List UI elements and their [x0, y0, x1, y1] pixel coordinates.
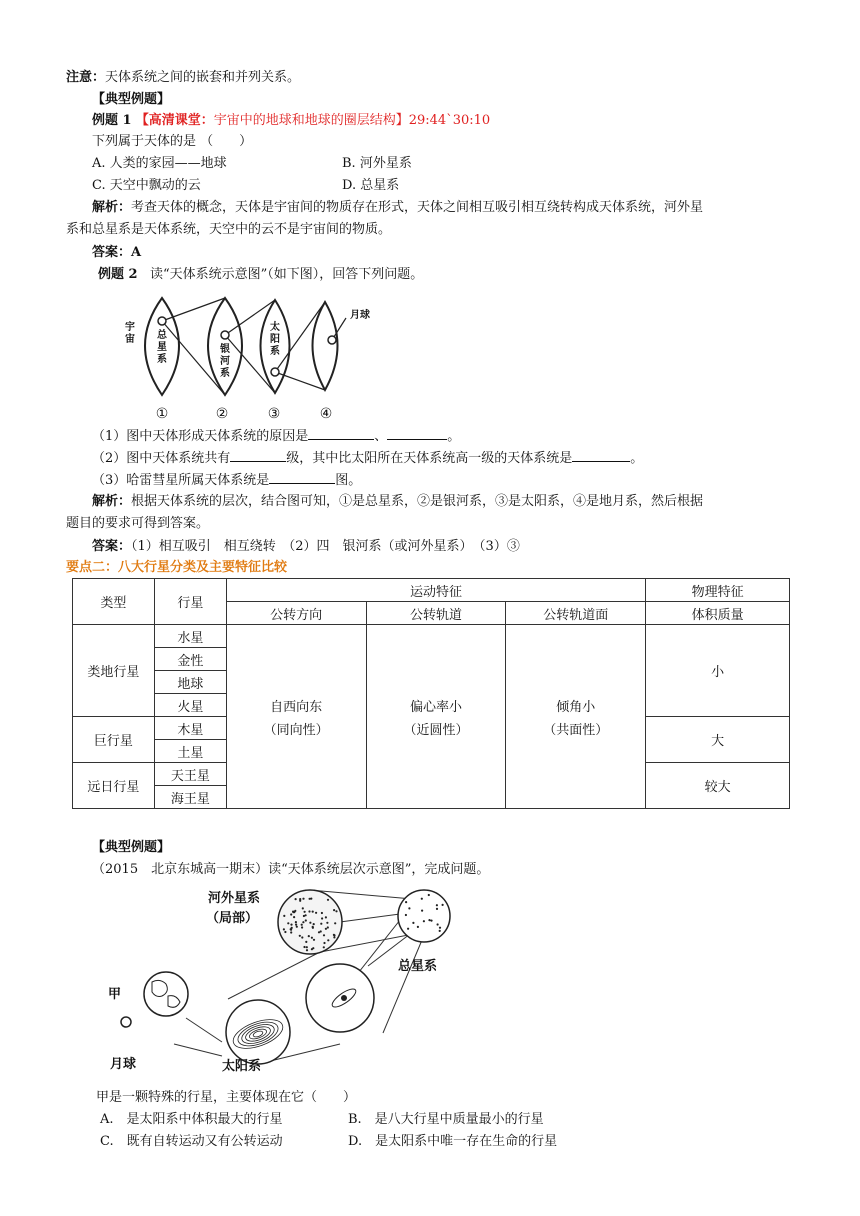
star-dot	[313, 923, 315, 925]
star-dot	[428, 894, 430, 896]
star-dot	[305, 919, 307, 921]
point2-heading: 要点二：八大行星分类及主要特征比较	[66, 560, 288, 575]
label-solar-system-2: 太阳系	[222, 1059, 262, 1074]
example1-analysis	[92, 198, 703, 218]
example2-q1	[92, 426, 460, 447]
star-dot	[306, 946, 308, 948]
example1-answer-label: 答案：	[92, 245, 132, 260]
th-physical: 物理特征	[646, 579, 790, 602]
example2-analysis	[92, 492, 703, 512]
star-dot	[283, 928, 285, 930]
star-dot	[303, 946, 305, 948]
example2-answer-label: 答案：	[92, 539, 132, 554]
star-dot	[315, 912, 317, 914]
q3-blank[interactable]	[269, 470, 335, 484]
example3-option-c: C. 既有自转运动又有公转运动	[100, 1134, 283, 1149]
label-universe: 宇宙	[125, 322, 135, 345]
planet-comparison-table	[72, 578, 790, 809]
star-dot	[325, 916, 327, 918]
planet-cell: 木星	[154, 717, 226, 740]
star-dot	[333, 934, 335, 936]
star-dot	[305, 941, 307, 943]
star-dot	[302, 907, 304, 909]
q3-text-a: （3）哈雷彗星所属天体系统是	[92, 473, 270, 488]
star-dot	[325, 928, 327, 930]
planet-cell: 天王星	[154, 763, 226, 786]
th-motion: 运动特征	[226, 579, 645, 602]
example1-source-title: 宇宙中的地球和地球的圈层结构】29:44`30:10	[213, 113, 491, 128]
diagram-number-1: ①	[155, 406, 169, 422]
star-dot	[407, 928, 409, 930]
direction-cell	[226, 625, 366, 809]
plane-cell	[506, 625, 646, 809]
star-dot	[283, 915, 285, 917]
section1-heading: 【典型例题】	[92, 92, 171, 107]
star-dot	[292, 911, 294, 913]
th-volume: 体积质量	[646, 602, 790, 625]
star-dot	[304, 911, 306, 913]
star-dot	[290, 924, 292, 926]
example1-answer-value: A	[131, 245, 142, 260]
star-dot	[335, 910, 337, 912]
type-giant: 巨行星	[73, 717, 155, 763]
milky-way-circle	[306, 964, 374, 1032]
star-dot	[327, 926, 329, 928]
star-dot	[334, 922, 336, 924]
node-2	[221, 331, 229, 339]
solar-system-circle	[226, 1000, 290, 1064]
planet-cell: 火星	[154, 694, 226, 717]
planet-cell: 土星	[154, 740, 226, 763]
star-dot	[321, 912, 323, 914]
moon-circle	[121, 1017, 131, 1027]
star-dot	[428, 919, 430, 921]
example2-q2	[92, 448, 643, 469]
q1-sep: 、	[374, 429, 388, 444]
example1-analysis-line1: 考查天体的概念，天体是宇宙间的物质存在形式，天体之间相互吸引相互绕转构成天体系统，河外星	[131, 200, 704, 215]
star-dot	[405, 901, 407, 903]
label-total-galaxy: 总星系	[157, 330, 167, 365]
q2-blank-2[interactable]	[572, 448, 630, 462]
star-dot	[290, 931, 292, 933]
star-dot	[295, 921, 297, 923]
node-4	[328, 336, 336, 344]
example1-question: 下列属于天体的是 （ ）	[92, 134, 253, 149]
section2-heading: 【典型例题】	[92, 840, 171, 855]
star-dot	[312, 926, 314, 928]
size-far: 较大	[646, 763, 790, 809]
star-dot	[291, 927, 293, 929]
label-milky-way: 银河系	[220, 344, 230, 379]
example1-option-d: D. 总星系	[342, 178, 400, 193]
example2-q3	[92, 470, 361, 491]
example1-analysis-line2: 系和总星系是天体系统，天空中的云不是宇宙间的物质。	[66, 222, 392, 237]
example2-label: 例题 2	[98, 267, 138, 282]
star-dot	[323, 946, 325, 948]
star-dot	[293, 916, 295, 918]
example2-analysis-label: 解析：	[92, 494, 132, 509]
table-row	[73, 625, 790, 648]
th-planet: 行星	[154, 579, 226, 625]
q1-blank-2[interactable]	[387, 426, 447, 440]
direction-note: （同向性）	[263, 722, 329, 738]
node-3	[271, 368, 279, 376]
star-dot	[301, 926, 303, 928]
star-dot	[333, 936, 335, 938]
q2-blank-1[interactable]	[230, 448, 286, 462]
example3-question: 甲是一颗特殊的行星，主要体现在它（ ）	[96, 1090, 357, 1105]
example1-label: 例题 1	[92, 113, 132, 128]
table-header-row-1	[73, 579, 790, 602]
star-dot	[442, 904, 444, 906]
plane-value: 倾角小	[556, 699, 596, 715]
q2-text-a: （2）图中天体系统共有	[92, 451, 231, 466]
star-dot	[294, 910, 296, 912]
th-direction: 公转方向	[226, 602, 366, 625]
star-dot	[436, 904, 438, 906]
star-dot	[295, 898, 297, 900]
star-dot	[301, 936, 303, 938]
q1-end: 。	[447, 429, 461, 444]
example2-answer	[92, 537, 520, 557]
star-dot	[284, 931, 286, 933]
diagram-number-3: ③	[267, 406, 281, 422]
star-dot	[308, 910, 310, 912]
star-dot	[302, 898, 304, 900]
star-dot	[312, 911, 314, 913]
star-dot	[301, 924, 303, 926]
orbit-value: 偏心率小	[409, 699, 462, 715]
th-type: 类型	[73, 579, 155, 625]
th-orbit: 公转轨道	[366, 602, 506, 625]
star-dot	[417, 926, 419, 928]
star-dot	[408, 907, 410, 909]
star-dot	[405, 914, 407, 916]
q2-end: 。	[630, 451, 644, 466]
size-giant: 大	[646, 717, 790, 763]
star-dot	[430, 920, 432, 922]
orbit-cell	[366, 625, 506, 809]
star-dot	[323, 934, 325, 936]
star-dot	[326, 922, 328, 924]
star-dot	[327, 939, 329, 941]
star-dot	[309, 922, 311, 924]
star-dot	[290, 913, 292, 915]
example2-analysis-line1: 根据天体系统的层次，结合图可知，①是总星系，②是银河系，③是太阳系，④是地月系，然后根据	[131, 494, 704, 509]
star-dot	[295, 924, 297, 926]
star-dot	[423, 920, 425, 922]
star-dot	[437, 923, 439, 925]
type-terrestrial: 类地行星	[73, 625, 155, 717]
earth-circle	[144, 972, 188, 1016]
example1-source-bracket: 【高清课堂：	[135, 113, 214, 128]
label-moon: 月球	[350, 310, 370, 321]
label-galaxy: 河外星系	[208, 891, 261, 906]
planet-cell: 海王星	[154, 786, 226, 809]
star-dot	[320, 923, 322, 925]
star-dot	[412, 922, 414, 924]
type-far: 远日行星	[73, 763, 155, 809]
planet-cell: 水星	[154, 625, 226, 648]
plane-note: （共面性）	[543, 722, 609, 738]
star-dot	[308, 935, 310, 937]
star-dot	[302, 921, 304, 923]
example3-intro: （2015 北京东城高一期末）读“天体系统层次示意图”，完成问题。	[92, 862, 490, 877]
planet-cell: 地球	[154, 671, 226, 694]
label-moon-2: 月球	[110, 1057, 137, 1072]
q1-blank-1[interactable]	[308, 426, 374, 440]
note-line	[66, 68, 300, 88]
label-jia: 甲	[108, 987, 122, 1002]
star-dot	[439, 927, 441, 929]
star-dot	[303, 915, 305, 917]
star-dot	[299, 898, 301, 900]
diagram-number-4: ④	[319, 406, 333, 422]
star-dot	[309, 898, 311, 900]
example1-option-c: C. 天空中飘动的云	[92, 178, 201, 193]
example2-analysis-line2: 题目的要求可得到答案。	[66, 516, 210, 531]
diagram-number-2: ②	[215, 406, 229, 422]
node-1	[158, 317, 166, 325]
example1-option-a: A. 人类的家园——地球	[92, 156, 227, 171]
hierarchy-diagram	[108, 884, 468, 1080]
q1-text: （1）图中天体形成天体系统的原因是	[92, 429, 309, 444]
star-dot	[287, 922, 289, 924]
star-dot	[421, 910, 423, 912]
star-dot	[296, 926, 298, 928]
example1-title	[92, 111, 490, 131]
star-dot	[299, 935, 301, 937]
star-dot	[312, 947, 314, 949]
planet-cell: 金性	[154, 648, 226, 671]
size-terrestrial: 小	[646, 625, 790, 717]
example3-option-a: A. 是太阳系中体积最大的行星	[100, 1112, 283, 1127]
star-dot	[436, 908, 438, 910]
q3-text-b: 图。	[335, 473, 362, 488]
star-dot	[327, 899, 329, 901]
label-partial: （局部）	[206, 911, 259, 926]
orbit-note: （近圆性）	[403, 722, 469, 738]
star-dot	[333, 909, 335, 911]
example3-option-d: D. 是太阳系中唯一存在生命的行星	[348, 1134, 558, 1149]
star-dot	[318, 931, 320, 933]
q2-text-b: 级，其中比太阳所在天体系统高一级的天体系统是	[286, 451, 573, 466]
note-label: 注意：	[66, 70, 106, 85]
celestial-system-diagram	[110, 290, 390, 424]
label-total-galaxy-2: 总星系	[398, 959, 438, 974]
th-plane: 公转轨道面	[506, 602, 646, 625]
star-dot	[439, 930, 441, 932]
example1-analysis-label: 解析：	[92, 200, 132, 215]
note-text: 天体系统之间的嵌套和并列关系。	[105, 70, 301, 85]
star-dot	[421, 898, 423, 900]
star-dot	[323, 942, 325, 944]
star-dot	[306, 949, 308, 951]
example3-option-b: B. 是八大行星中质量最小的行星	[348, 1112, 544, 1127]
example2-title	[98, 265, 423, 285]
star-dot	[321, 917, 323, 919]
label-solar-system: 太阳系	[270, 322, 280, 357]
example2-answer-value: （1）相互吸引 相互绕转 （2）四 银河系（或河外星系） （3）③	[131, 539, 520, 554]
example1-option-b: B. 河外星系	[342, 156, 412, 171]
direction-value: 自西向东	[270, 699, 323, 715]
star-dot	[313, 939, 315, 941]
example1-answer	[92, 243, 141, 263]
example2-intro: 读“天体系统示意图”（如下图），回答下列问题。	[149, 267, 424, 282]
star-dot	[311, 937, 313, 939]
